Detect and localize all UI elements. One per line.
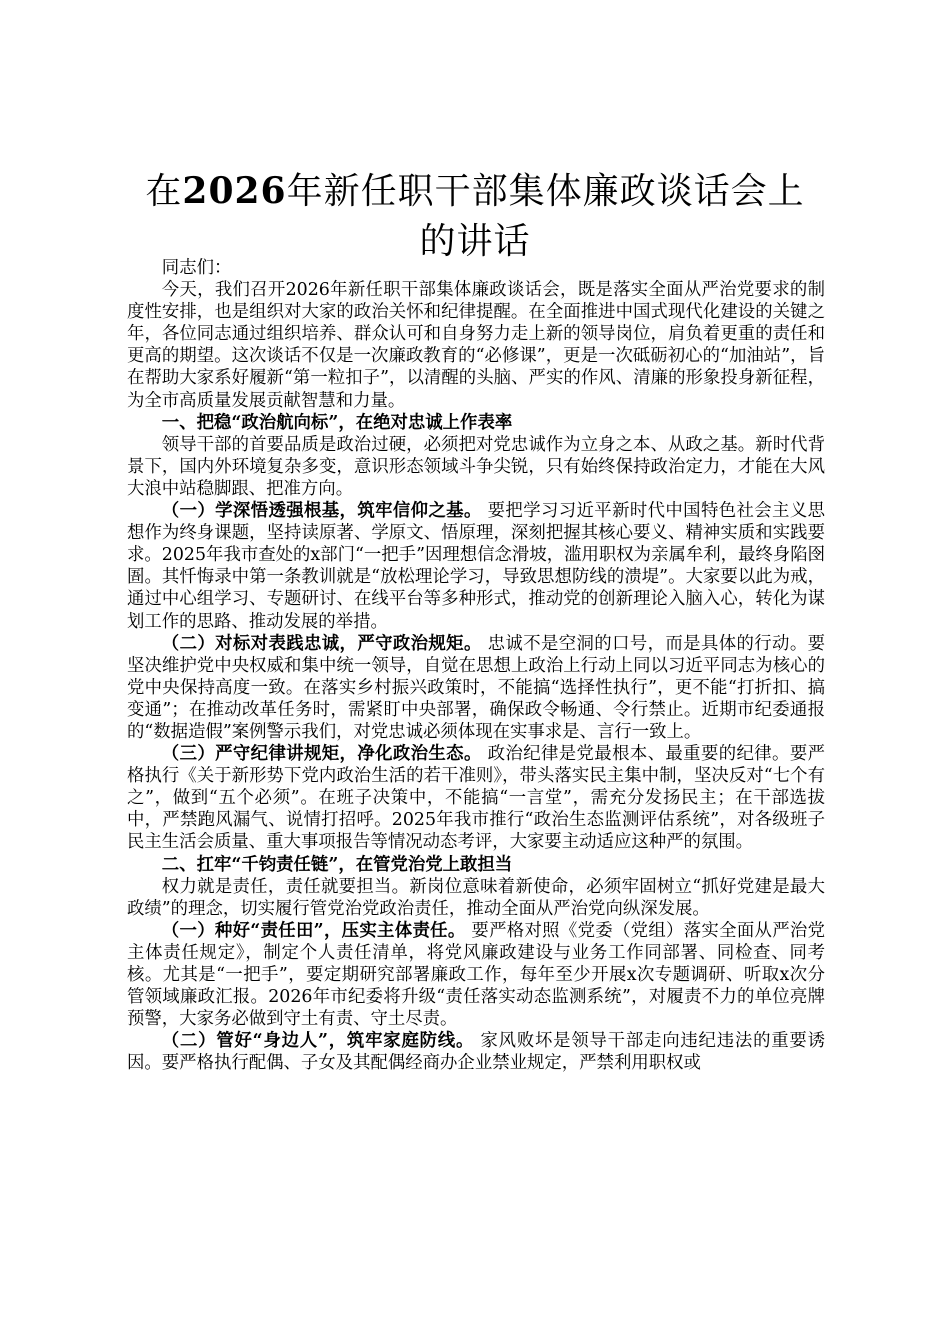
item-text: 要严格对照《党委（党组）落实全面从严治党主体责任规定》，制定个人责任清单，将党风廉政建设与业务工作同部署、同检查、同考核。尤其是“一把手”，要定期研究部署廉政工作，每年至少开展x次专题调研、听取x次分管领域廉政汇报。2026年市纪委将升级“责任落实动态监测系统”，对履责不力的单位亮牌预警，大家务必做到守土有责、守土尽责。 [127, 920, 825, 1030]
item-label: （一）种好“责任田”，压实主体责任。 [161, 920, 466, 941]
item-label: （一）学深悟透强根基，筑牢信仰之基。 [161, 501, 482, 522]
section-heading-1: 一、把稳“政治航向标”，在绝对忠诚上作表率 [161, 412, 513, 433]
section-2-item-1 [127, 920, 825, 1030]
item-label: （二）管好“身边人”，筑牢家庭防线。 [161, 1031, 475, 1052]
item-label: （二）对标对表践忠诚，严守政治规矩。 [161, 633, 482, 654]
item-label: （三）严守纪律讲规矩，净化政治生态。 [161, 744, 482, 765]
item-text: 忠诚不是空洞的口号，而是具体的行动。要坚决维护党中央权威和集中统一领导，自觉在思想上政治上行动上同以习近平同志为核心的党中央保持高度一致。在落实乡村振兴政策时，不能搞“选择性执行”，更不能“打折扣、搞变通”；在推动改革任务时，需紧盯中央部署，确保政令畅通、令行禁止。近期市纪委通报的“数据造假”案例警示我们，对党忠诚必须体现在实事求是、言行一致上。 [127, 633, 825, 742]
item-text: 要把学习习近平新时代中国特色社会主义思想作为终身课题，坚持读原著、学原文、悟原理，深刻把握其核心要义、精神实质和实践要求。2025年我市查处的x部门“一把手”因理想信念滑坡，滥用职权为亲属牟利，最终身陷囹圄。其忏悔录中第一条教训就是“放松理论学习，导致思想防线的溃堤”。大家要以此为戒，通过中心组学习、专题研讨、在线平台等多种形式，推动党的创新理论入脑入心，转化为谋划工作的思路、推动发展的举措。 [127, 501, 825, 632]
intro-paragraph: 今天，我们召开2026年新任职干部集体廉政谈话会，既是落实全面从严治党要求的制度性安排，也是组织对大家的政治关怀和纪律提醒。在全面推进中国式现代化建设的关键之年，各位同志通过组织培养、群众认可和自身努力走上新的领导岗位，肩负着更重的责任和更高的期望。这次谈话不仅是一次廉政教育的“必修课”，更是一次砥砺初心的“加油站”，旨在帮助大家系好履新“第一粒扣子”，以清醒的头脑、严实的作风、清廉的形象投身新征程，为全市高质量发展贡献智慧和力量。 [127, 280, 825, 411]
section-2-item-2 [127, 1030, 825, 1074]
item-text: 家风败坏是领导干部走向违纪违法的重要诱因。要严格执行配偶、子女及其配偶经商办企业禁业规定，严禁利用职权或 [127, 1031, 825, 1074]
section-1-lead: 领导干部的首要品质是政治过硬，必须把对党忠诚作为立身之本、从政之基。新时代背景下，国内外环境复杂多变，意识形态领域斗争尖锐，只有始终保持政治定力，才能在大风大浪中站稳脚跟、把准方向。 [127, 434, 825, 499]
section-heading-2: 二、扛牢“千钧责任链”，在管党治党上敢担当 [161, 854, 513, 875]
section-1-item-3 [127, 743, 825, 853]
section-1-item-2 [127, 633, 825, 743]
salutation: 同志们： [161, 258, 232, 278]
section-1-item-1 [127, 500, 825, 633]
document-title [130, 166, 820, 267]
title-prefix: 在 [145, 171, 183, 212]
section-2-lead: 权力就是责任，责任就要担当。新岗位意味着新使命，必须牢固树立“抓好党建是最大政绩”的理念，切实履行管党治党政治责任，推动全面从严治党向纵深发展。 [127, 876, 825, 919]
item-text: 政治纪律是党最根本、最重要的纪律。要严格执行《关于新形势下党内政治生活的若干准则》，带头落实民主集中制，坚决反对“七个有之”，做到“五个必须”。在班子决策中，不能搞“一言堂”，需充分发扬民主；在干部选拔中，严禁跑风漏气、说情打招呼。2025年我市推行“政治生态监测评估系统”，对各级班子民主生活会质量、重大事项报告等情况动态考评，大家要主动适应这种严的氛围。 [127, 744, 825, 853]
document-body [127, 257, 825, 1074]
title-rest: 年新任职干部集体廉政谈话会上的讲话 [286, 171, 805, 262]
title-year: 2026 [182, 170, 287, 212]
